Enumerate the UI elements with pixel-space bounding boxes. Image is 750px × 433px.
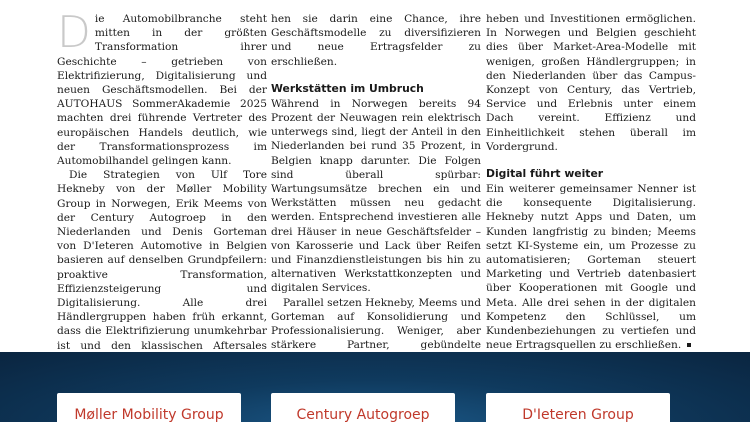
paragraph: heben und Investitionen ermöglichen. In Norwegen und Belgien geschieht dies über Market-Area-Modelle mit wenigen, großen Händlergruppen; in den Niederlanden über das Campus-Konzept von Century, das Vertrieb, Service und Erlebnis unter einem Dach vereint. Effizienz und Einheitlichkeit stehen überall im Vordergrund. bbox=[486, 13, 696, 153]
paragraph-wrapper bbox=[486, 182, 696, 352]
paragraph: Die Strategien von Ulf Tore Hekneby von der Møller Mobility Group in Norwegen, Erik Meems von der Century Autogroep in den Niederlanden und Denis Gorteman von D'Ieteren Automotive in Belgien basieren auf denselben Grundpfeilern: proaktive Transformation, Effizienzsteigerung und Digitalisierung. Alle drei Händlergruppen haben früh erkannt, dass die Elektrifizierung unumkehrbar ist und den klassischen Aftersales bbox=[57, 169, 267, 352]
paragraph: Während in Norwegen bereits 94 Prozent der Neuwagen rein elektrisch unterwegs sind, liegt der Anteil in den Niederlanden bei rund 35 Prozent, in Belgien knapp darunter. Die Folgen sind überall spürbar: Wartungsumsätze brechen ein und Werkstätten müssen neu gedacht werden. Entsprechend investieren alle drei Häuser in neue Geschäftsfelder – von Karosserie und Lack über Reifen und Finanzdienstleistungen bis hin zu alternativen Werkstattkonzepten und digitalen Services. bbox=[271, 97, 481, 295]
company-card-century: Century Autogroep bbox=[271, 393, 455, 433]
article-column-3 bbox=[486, 12, 696, 352]
paragraph: Parallel setzen Hekneby, Meems und Gorteman auf Konsolidierung und Professionalisierung. Weniger, aber stärkere Partner, gebündelte bbox=[271, 296, 481, 352]
paragraph: Ein weiterer gemeinsamer Nenner ist die konsequente Digitalisierung. Hekneby nutzt Apps und Daten, um Kunden langfristig zu binden; Meems setzt KI-Systeme ein, um Prozesse zu automatisieren; Gorteman steuert Marketing und Vertrieb datenbasiert über Kooperationen mit Google und Meta. Alle drei sehen in der digitalen Kompetenz den Schlüssel, um Kundenbeziehungen zu vertiefen und neue Ertragsquellen zu erschließen. bbox=[486, 183, 696, 352]
paragraph: hen sie darin eine Chance, ihre Geschäftsmodelle zu diversifizieren und neue Ertragsfelder zu erschließen. bbox=[271, 13, 481, 68]
article-column-2 bbox=[271, 12, 481, 381]
drop-cap: D bbox=[57, 7, 91, 58]
section-heading: Werkstätten im Umbruch bbox=[271, 81, 424, 95]
paragraph: ie Automobilbranche steht mitten in der größten Transformation ihrer Geschichte – getrieben von Elektrifizierung, Digitalisierung und neuen Geschäftsmodellen. Bei der AUTOHAUS SommerAkademie 2025 machten drei führende Vertreter des europäischen Handels deutlich, wie der Transformationsprozess im Automobilhandel gelingen kann. bbox=[57, 13, 267, 168]
article-column-1 bbox=[57, 7, 267, 367]
section-heading: Digital führt weiter bbox=[486, 167, 604, 181]
company-card-moller: Møller Mobility Group bbox=[57, 393, 241, 433]
company-card-dieteren: D'Ieteren Group bbox=[486, 393, 670, 433]
end-mark-icon bbox=[687, 343, 691, 347]
